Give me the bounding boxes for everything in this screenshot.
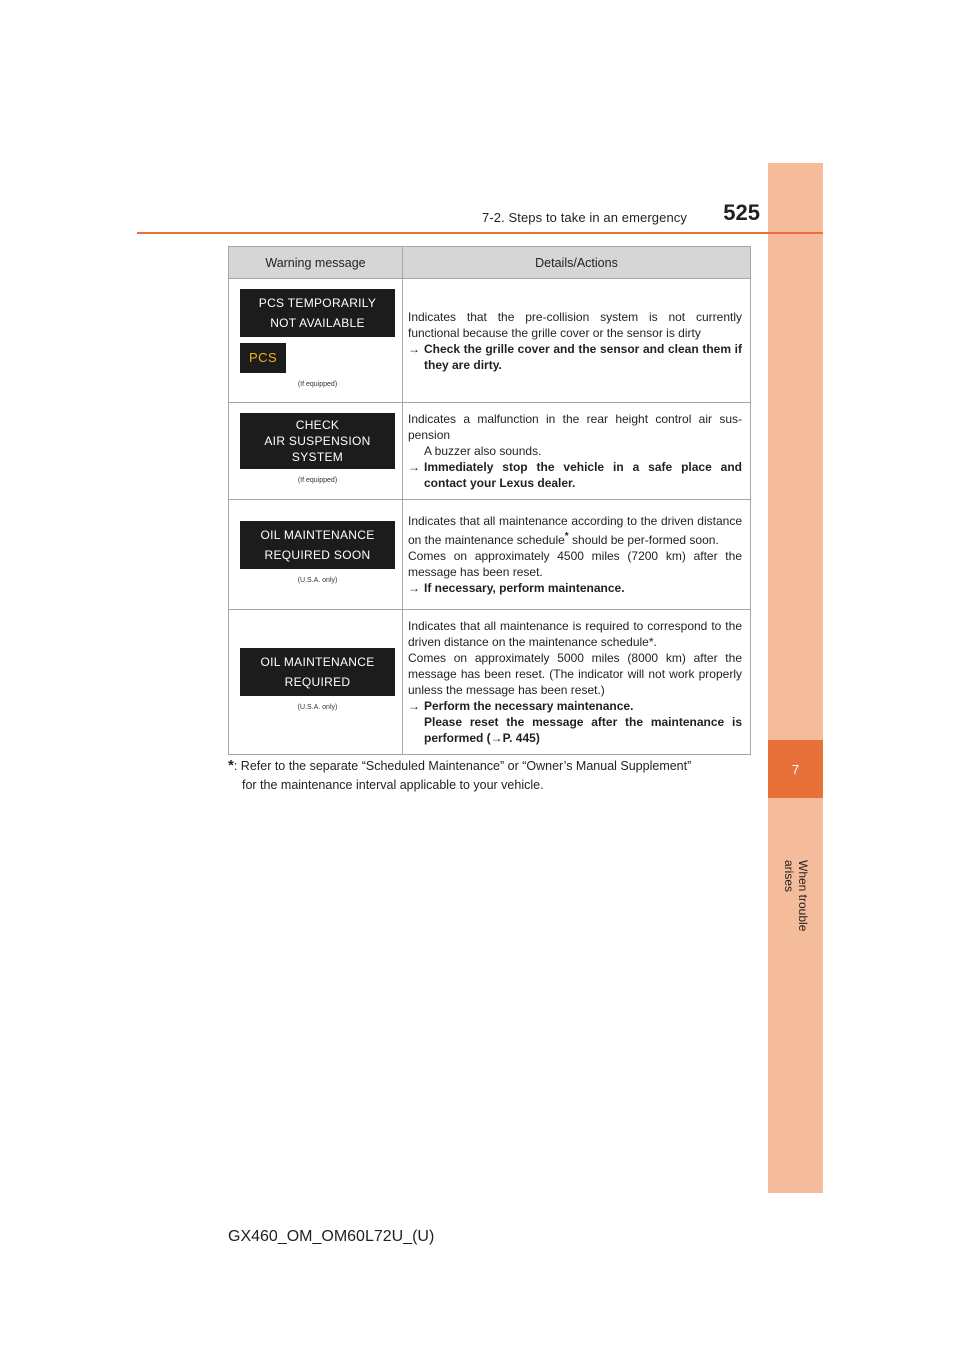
action-text: Perform the necessary maintenance. bbox=[424, 699, 634, 713]
availability-note: (U.S.A. only) bbox=[297, 576, 338, 584]
lcd-message-display bbox=[240, 413, 395, 469]
action-line bbox=[408, 698, 742, 714]
availability-note: (U.S.A. only) bbox=[297, 704, 338, 711]
arrow-icon: → bbox=[408, 581, 420, 595]
warning-message-table bbox=[228, 246, 751, 755]
lcd-line: REQUIRED bbox=[284, 675, 351, 689]
action-line bbox=[408, 341, 742, 373]
table-row bbox=[229, 279, 751, 403]
details-text: Indicates a malfunction in the rear height control air sus-pension bbox=[408, 412, 742, 442]
details-sub-text: A buzzer also sounds. bbox=[424, 444, 542, 458]
warning-message-cell bbox=[229, 500, 403, 610]
section-title: 7-2. Steps to take in an emergency bbox=[481, 210, 687, 225]
warning-message-cell bbox=[229, 403, 403, 500]
footnote-text: : Refer to the separate “Scheduled Maintenance” or “Owner’s Manual Supplement” bbox=[233, 759, 692, 773]
header-rule bbox=[137, 232, 823, 234]
lcd-message-display bbox=[240, 289, 395, 337]
lcd-line: PCS TEMPORARILY bbox=[258, 295, 377, 310]
chapter-number: 7 bbox=[791, 761, 800, 777]
lcd-line: OIL MAINTENANCE bbox=[260, 527, 375, 542]
column-header-details: Details/Actions bbox=[403, 247, 751, 279]
lcd-line: NOT AVAILABLE bbox=[270, 315, 365, 330]
details-cell bbox=[403, 610, 751, 755]
details-cell bbox=[403, 279, 751, 403]
lcd-message-display bbox=[240, 521, 395, 569]
table-row bbox=[229, 403, 751, 500]
details-text: Indicates that all maintenance according to the driven distance on the maintenance schedule bbox=[408, 514, 742, 547]
details-cell bbox=[403, 403, 751, 500]
pcs-warning-light-icon: PCS bbox=[240, 343, 286, 373]
action-text: If necessary, perform maintenance. bbox=[424, 581, 625, 595]
warning-message-cell bbox=[229, 610, 403, 755]
action-text: Check the grille cover and the sensor and clean them if they are dirty. bbox=[424, 341, 742, 372]
arrow-icon: → bbox=[408, 341, 420, 356]
lcd-line: AIR SUSPENSION bbox=[264, 434, 371, 448]
action-text: Immediately stop the vehicle in a safe place and contact your Lexus dealer. bbox=[424, 460, 742, 490]
document-code: GX460_OM_OM60L72U_(U) bbox=[228, 1228, 435, 1245]
action-line bbox=[408, 459, 742, 491]
chapter-side-tab bbox=[768, 163, 823, 1193]
arrow-icon: → bbox=[408, 699, 420, 713]
lcd-line: CHECK bbox=[295, 418, 340, 432]
page-number: 525 bbox=[723, 200, 760, 225]
details-text: Indicates that the pre-collision system is not currently functional because the grille cover or the sensor is dirty bbox=[408, 309, 742, 340]
chapter-label: When trouble arises bbox=[782, 860, 810, 932]
chapter-number-tab[interactable] bbox=[768, 740, 823, 798]
pcs-indicator-wrap bbox=[240, 343, 395, 373]
table-header-row bbox=[229, 247, 751, 279]
footnote-text-cont: for the maintenance interval applicable to your vehicle. bbox=[242, 778, 544, 792]
lcd-message-display bbox=[240, 648, 395, 696]
availability-note: (If equipped) bbox=[297, 477, 338, 484]
lcd-line: REQUIRED SOON bbox=[264, 547, 371, 562]
lcd-line: SYSTEM bbox=[291, 450, 344, 464]
details-text: Comes on approximately 4500 miles (7200 km) after the message has been reset. bbox=[408, 549, 742, 579]
details-text: Comes on approximately 5000 miles (8000 km) after the message has been reset. (The indicator will not work properly unless the message has been reset.) bbox=[408, 651, 742, 697]
footnote-star: * bbox=[228, 757, 234, 774]
footnote bbox=[228, 756, 750, 795]
arrow-icon: → bbox=[408, 460, 420, 474]
details-text: should be per-formed soon. bbox=[572, 533, 719, 547]
footnote-star: * bbox=[564, 531, 569, 542]
table-row bbox=[229, 610, 751, 755]
action-line bbox=[408, 580, 742, 596]
column-header-message: Warning message bbox=[229, 247, 403, 279]
details-text: Indicates that all maintenance is required to correspond to the driven distance on the maintenance schedule*. bbox=[408, 619, 742, 649]
lcd-line: OIL MAINTENANCE bbox=[260, 655, 375, 669]
details-cell bbox=[403, 500, 751, 610]
availability-note: (If equipped) bbox=[297, 380, 338, 388]
warning-message-cell bbox=[229, 279, 403, 403]
table-row bbox=[229, 500, 751, 610]
action-sub-text: Please reset the message after the maintenance is performed (→P. 445) bbox=[424, 715, 742, 745]
